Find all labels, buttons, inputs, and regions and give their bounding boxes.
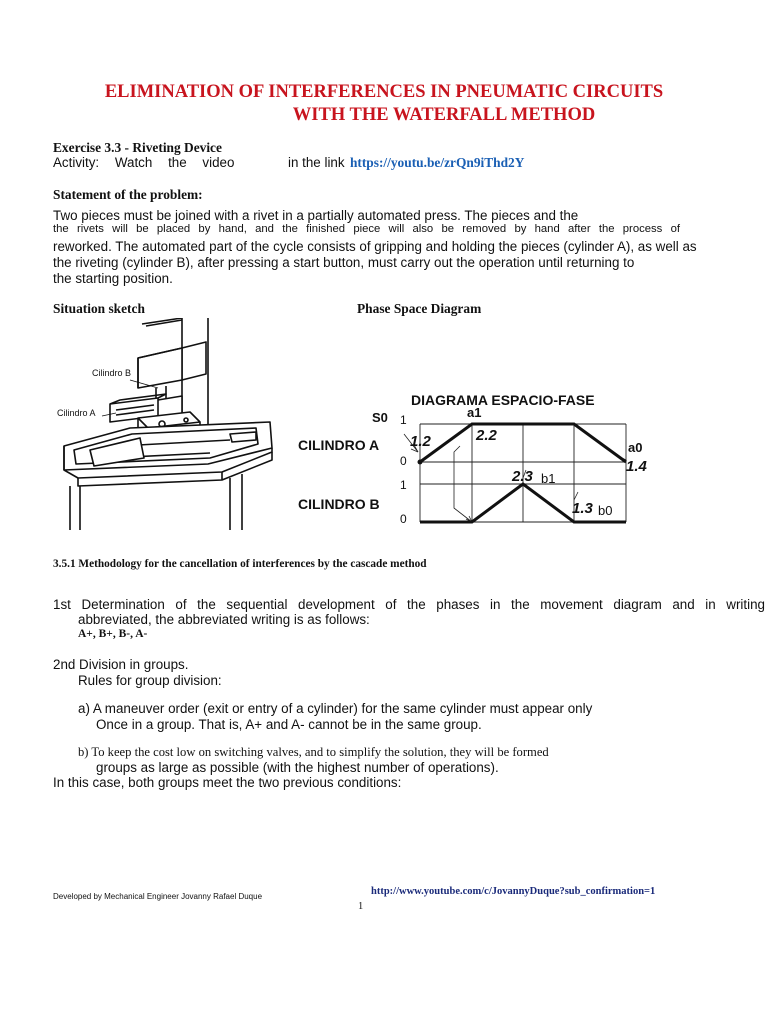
statement-line-2: the rivets will be placed by hand, and the finished piece will also be removed by hand after the process of xyxy=(53,223,680,235)
statement-line-5: the starting position. xyxy=(53,271,173,286)
activity-word-video: video xyxy=(202,155,235,170)
signal-2-3: 2.3 xyxy=(512,468,533,485)
phase-diagram-caption: Phase Space Diagram xyxy=(357,301,482,316)
rule-b-line-2: groups as large as possible (with the highest number of operations). xyxy=(96,760,499,775)
title-line-2: WITH THE WATERFALL METHOD xyxy=(292,105,596,125)
cyl-b-one: 1 xyxy=(400,478,407,492)
step1-line-1: 1st Determination of the sequential development of the phases in the movement diagram and in writing xyxy=(53,597,765,612)
signal-2-2: 2.2 xyxy=(476,427,497,444)
cilindro-b-label: Cilindro B xyxy=(92,368,132,378)
signal-1-4: 1.4 xyxy=(626,458,647,475)
signal-s0: S0 xyxy=(372,410,388,425)
step1-line-2: abbreviated, the abbreviated writing is as follows: xyxy=(78,612,370,627)
link-prefix: in the link xyxy=(288,155,345,170)
activity-word-watch: Watch xyxy=(114,155,153,170)
rule-b-line-1: b) To keep the cost low on switching valves, and to simplify the solution, they will be formed xyxy=(78,745,549,759)
method-heading: 3.5.1 Methodology for the cancellation of interferences by the cascade method xyxy=(53,558,427,570)
cyl-b-zero: 0 xyxy=(400,512,407,526)
sequence: A+, B+, B-, A- xyxy=(78,628,148,640)
page-number: 1 xyxy=(358,901,364,912)
step2: 2nd Division in groups. xyxy=(53,657,189,672)
signal-a1: a1 xyxy=(467,405,482,420)
riveting-press-sketch xyxy=(50,318,282,530)
diagram-title: DIAGRAMA ESPACIO-FASE xyxy=(411,392,595,408)
signal-1-3: 1.3 xyxy=(572,500,593,517)
cylinder-a-label: CILINDRO A xyxy=(298,437,380,453)
signal-1-2: 1.2 xyxy=(410,433,431,450)
rule-a-line-2: Once in a group. That is, A+ and A- cannot be in the same group. xyxy=(96,717,482,732)
conclusion: In this case, both groups meet the two previous conditions: xyxy=(53,775,402,790)
statement-heading: Statement of the problem: xyxy=(53,187,203,202)
cilindro-a-label: Cilindro A xyxy=(57,408,96,418)
link-line xyxy=(288,155,524,171)
signal-b0: b0 xyxy=(598,503,613,518)
activity-word-the: the xyxy=(168,155,187,170)
activity-label: Activity: xyxy=(53,155,100,170)
signal-a0: a0 xyxy=(628,440,643,455)
exercise-heading: Exercise 3.3 - Riveting Device xyxy=(53,140,222,155)
rules-heading: Rules for group division: xyxy=(78,673,222,688)
title-line-1: ELIMINATION OF INTERFERENCES IN PNEUMATIC CIRCUITS xyxy=(104,82,664,102)
cyl-a-one: 1 xyxy=(400,413,407,427)
rule-a-line-1: a) A maneuver order (exit or entry of a cylinder) for the same cylinder must appear only xyxy=(78,701,593,716)
cylinder-b-label: CILINDRO B xyxy=(298,496,380,512)
statement-line-3: reworked. The automated part of the cycle consists of gripping and holding the pieces (cylinder A), as well as xyxy=(53,239,697,254)
statement-line-1: Two pieces must be joined with a rivet in a partially automated press. The pieces and the xyxy=(53,208,579,223)
statement-line-4: the riveting (cylinder B), after pressing a start button, must carry out the operation until returning to xyxy=(53,255,635,270)
signal-b1: b1 xyxy=(541,471,556,486)
video-link[interactable]: https://youtu.be/zrQn9iThd2Y xyxy=(349,155,525,170)
sketch-caption: Situation sketch xyxy=(53,301,145,316)
activity-line xyxy=(53,155,293,170)
footer-credit: Developed by Mechanical Engineer Jovanny Rafael Duque xyxy=(53,892,263,901)
cyl-a-zero: 0 xyxy=(400,454,407,468)
footer-url[interactable]: http://www.youtube.com/c/JovannyDuque?sub_confirmation=1 xyxy=(371,886,656,897)
